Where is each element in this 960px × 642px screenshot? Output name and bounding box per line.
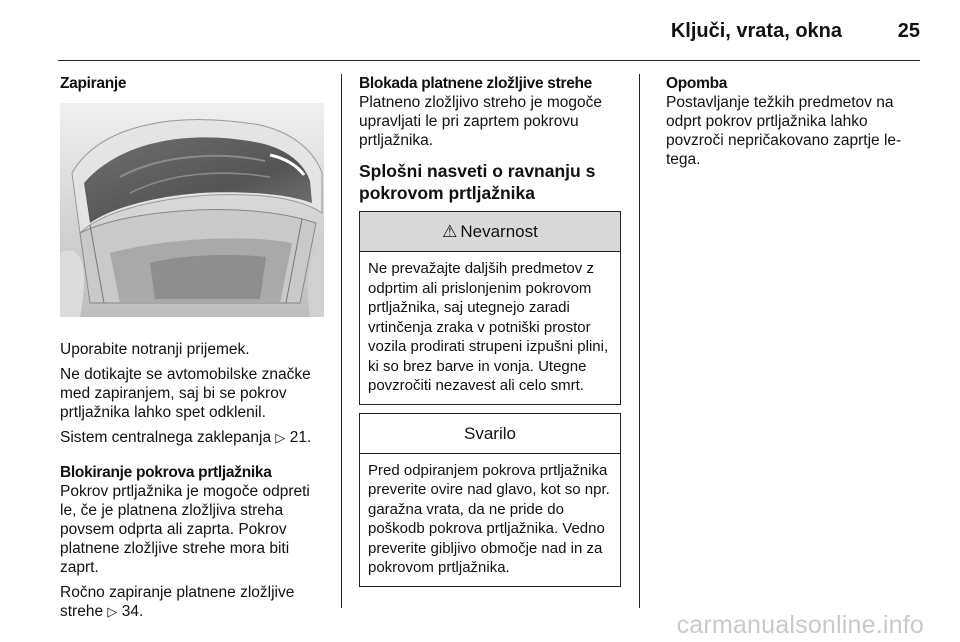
watermark: carmanualsonline.info — [676, 611, 924, 639]
xref-text: Ročno zapiranje platnene zložljive strehe — [60, 584, 295, 620]
paragraph-xref — [60, 428, 326, 447]
danger-text: Ne prevažajte daljših predmetov z odprtim ali prislonjenim pokrovom prtljažnika, saj utegnejo zaradi vrtinčenja zraka v potniški prostor vozila prodirati strupeni izpušni plini, ki so brez barve in vonja. Utegne povzročiti nezavest ali celo smrt. — [368, 260, 609, 394]
page-number: 25 — [897, 20, 920, 42]
paragraph: Uporabite notranji prijemek. — [60, 341, 250, 358]
paragraph: Platneno zložljivo streho je mogoče upravljati le pri zaprtem pokrovu prtljažnika. — [359, 94, 602, 149]
paragraph: Ne dotikajte se avtomobilske značke med zapiranjem, saj bi se pokrov prtljažnika lahko spet odklenil. — [60, 366, 311, 421]
xref-text: Sistem centralnega zaklepanja — [60, 429, 272, 446]
trunk-lid-photo — [60, 103, 324, 317]
caution-title: Svarilo — [464, 423, 516, 443]
column-divider — [341, 74, 342, 608]
column-middle — [359, 74, 621, 595]
note-title: Opomba — [666, 75, 728, 92]
arrow-ref-icon: ▷ — [275, 430, 286, 445]
section-heading: Splošni nasveti o ravnanju s pokrovom prtljažnika — [359, 161, 596, 203]
warning-triangle-icon: ⚠ — [442, 222, 458, 241]
page-header-title: Ključi, vrata, okna — [670, 20, 842, 42]
danger-box-header — [360, 212, 620, 252]
caution-box-header — [360, 414, 620, 454]
column-right — [666, 74, 926, 175]
column-left — [60, 74, 326, 627]
arrow-ref-icon: ▷ — [107, 604, 118, 619]
header-divider — [58, 60, 920, 61]
danger-box — [359, 211, 621, 405]
paragraph-xref — [60, 583, 326, 621]
paragraph: Pokrov prtljažnika je mogoče odpreti le, če je platnena zložljiva streha povsem odprta ali zaprta. Pokrov platnene zložljive strehe mora biti zaprt. — [60, 483, 310, 576]
danger-title: Nevarnost — [460, 222, 538, 241]
caution-box — [359, 413, 621, 587]
caution-text: Pred odpiranjem pokrova prtljažnika preverite ovire nad glavo, kot so npr. garažna vrata, da ne pride do poškodb pokrova prtljažnika. Vedno preverite gibljivo območje nad in za pokrovom prtljažnika. — [368, 461, 610, 576]
subsection-title: Blokada platnene zložljive strehe — [359, 75, 593, 92]
subsection-title: Blokiranje pokrova prtljažnika — [60, 464, 272, 481]
section-title-closing: Zapiranje — [60, 75, 127, 92]
xref-page[interactable]: 34. — [121, 603, 144, 620]
column-divider — [639, 74, 640, 608]
xref-page[interactable]: 21. — [289, 429, 312, 446]
note-text: Postavljanje težkih predmetov na odprt pokrov prtljažnika lahko povzroči nepričakovano zaprtje le-tega. — [666, 94, 902, 168]
